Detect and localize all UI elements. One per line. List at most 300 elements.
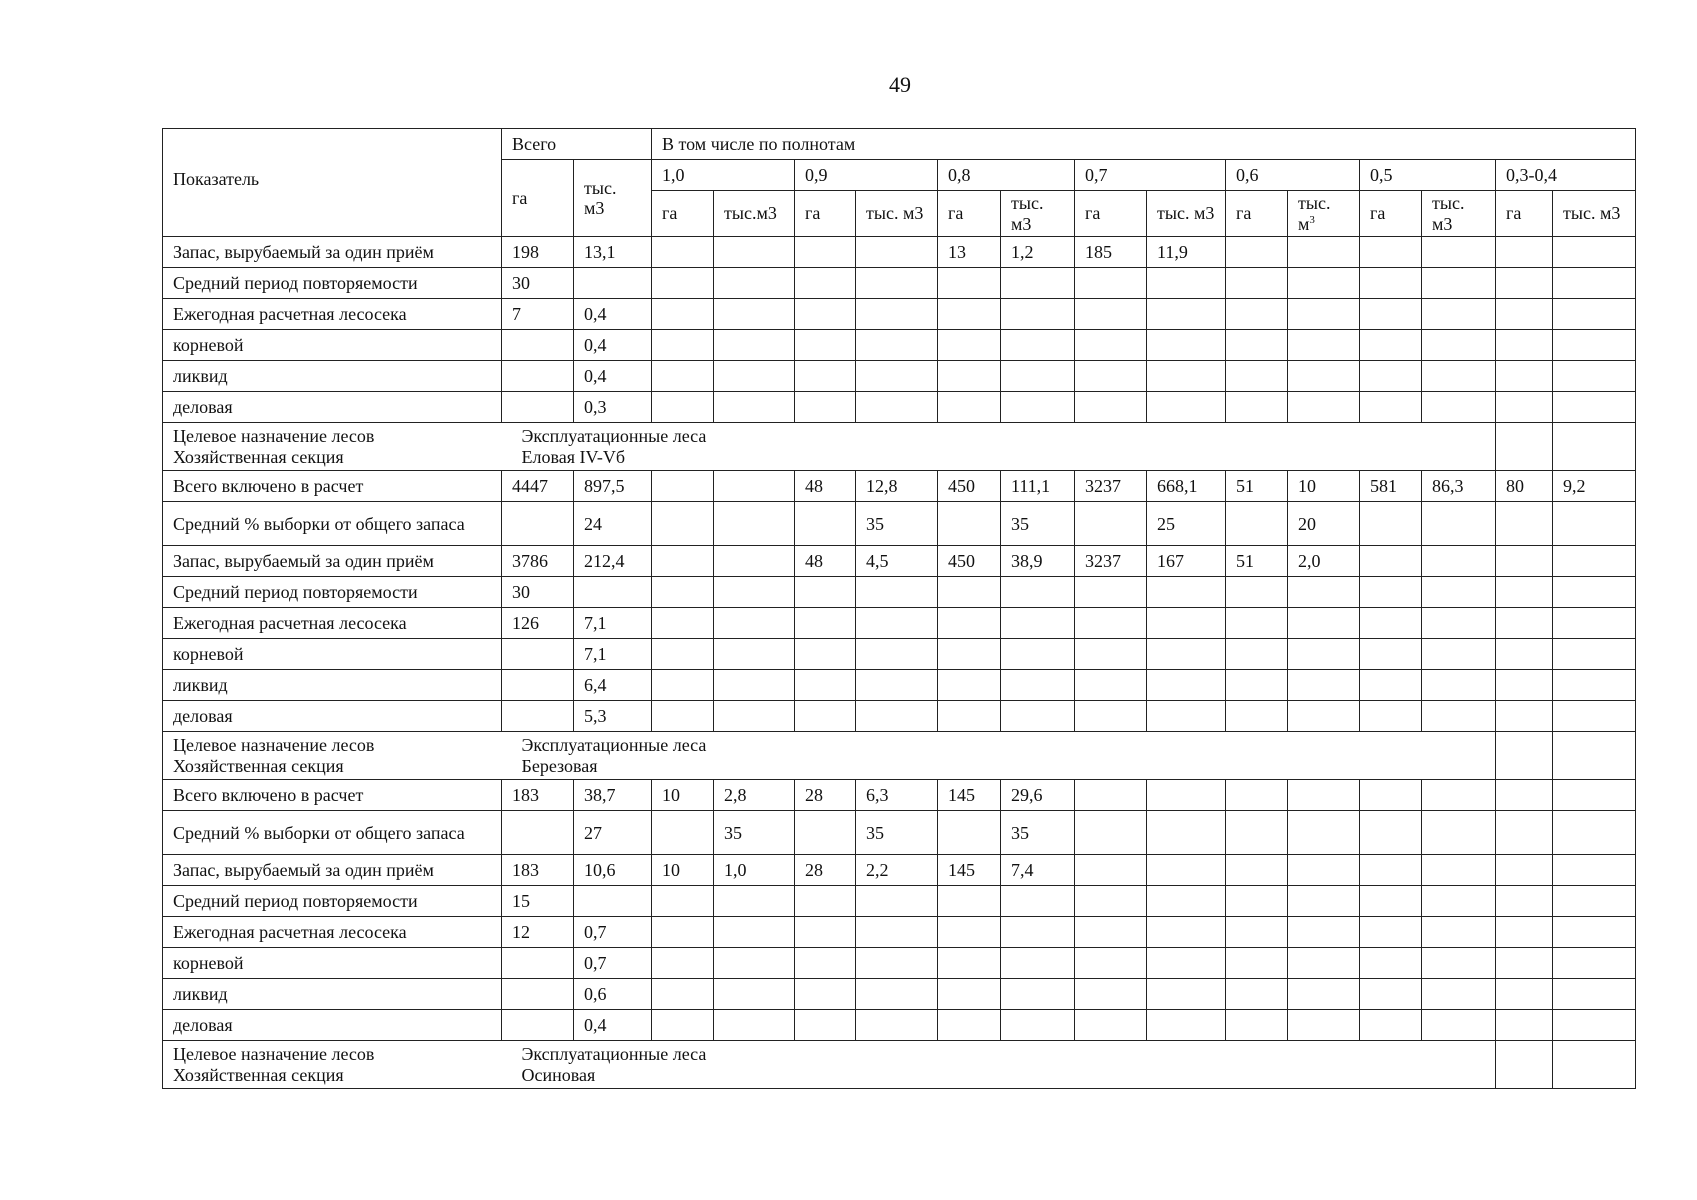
table-cell <box>1422 1010 1496 1041</box>
table-cell <box>1075 948 1147 979</box>
table-cell <box>1288 780 1360 811</box>
table-cell <box>795 237 856 268</box>
table-cell <box>1360 330 1422 361</box>
table-cell <box>856 330 938 361</box>
table-cell <box>502 979 574 1010</box>
table-cell <box>1001 1010 1075 1041</box>
table-cell <box>1360 670 1422 701</box>
table-cell <box>652 608 714 639</box>
row-label: деловая <box>163 701 502 732</box>
table-cell <box>856 1010 938 1041</box>
table-cell: 183 <box>502 780 574 811</box>
table-cell <box>714 330 795 361</box>
table-cell: 6,3 <box>856 780 938 811</box>
table-cell <box>1226 948 1288 979</box>
table-cell <box>714 886 795 917</box>
table-cell: 145 <box>938 780 1001 811</box>
table-cell <box>1075 299 1147 330</box>
table-cell <box>1496 948 1553 979</box>
table-cell <box>1226 392 1288 423</box>
table-cell: 185 <box>1075 237 1147 268</box>
table-cell <box>1422 780 1496 811</box>
table-cell <box>1360 502 1422 546</box>
table-cell <box>502 811 574 855</box>
table-cell <box>1553 948 1636 979</box>
header-density-5: 0,6 <box>1226 160 1360 191</box>
row-label: деловая <box>163 392 502 423</box>
table-cell <box>795 299 856 330</box>
header-ha: га <box>652 191 714 237</box>
table-cell <box>502 361 574 392</box>
header-thous-m3-sup <box>1288 191 1360 237</box>
table-cell <box>856 237 938 268</box>
header-ha: га <box>1226 191 1288 237</box>
table-cell <box>1001 299 1075 330</box>
table-cell <box>1496 392 1553 423</box>
table-row <box>163 268 1636 299</box>
table-cell: 12 <box>502 917 574 948</box>
table-cell <box>1553 361 1636 392</box>
table-cell <box>856 639 938 670</box>
header-density-6: 0,5 <box>1360 160 1496 191</box>
header-thous-m3-base: тыс. м <box>1298 193 1331 234</box>
table-cell <box>1553 701 1636 732</box>
table-cell <box>1075 917 1147 948</box>
table-cell <box>1360 948 1422 979</box>
table-cell <box>1075 577 1147 608</box>
table-cell <box>1075 502 1147 546</box>
allowable-cut-table <box>162 128 1636 1089</box>
row-label: Средний период повторяемости <box>163 268 502 299</box>
table-cell <box>714 701 795 732</box>
table-cell <box>1422 917 1496 948</box>
table-cell <box>938 392 1001 423</box>
table-cell <box>938 299 1001 330</box>
table-cell <box>1226 639 1288 670</box>
table-cell <box>502 639 574 670</box>
table-cell <box>938 917 1001 948</box>
header-density-2: 0,9 <box>795 160 938 191</box>
table-cell <box>1147 392 1226 423</box>
header-total-ha: га <box>502 160 574 237</box>
table-cell <box>1075 330 1147 361</box>
table-cell <box>574 886 652 917</box>
table-cell <box>714 268 795 299</box>
table-cell <box>1360 577 1422 608</box>
table-cell <box>1288 268 1360 299</box>
table-cell: 28 <box>795 780 856 811</box>
section-row <box>163 1041 1636 1089</box>
table-cell <box>1001 886 1075 917</box>
table-cell <box>1496 546 1553 577</box>
table-cell <box>652 299 714 330</box>
table-cell: 4,5 <box>856 546 938 577</box>
table-cell <box>1001 639 1075 670</box>
table-cell <box>1288 330 1360 361</box>
table-cell <box>502 701 574 732</box>
table-cell <box>1553 780 1636 811</box>
table-cell <box>714 361 795 392</box>
table-cell <box>1360 608 1422 639</box>
table-cell <box>1147 701 1226 732</box>
table-cell: 15 <box>502 886 574 917</box>
table-cell <box>1147 330 1226 361</box>
table-row <box>163 948 1636 979</box>
table-cell <box>938 330 1001 361</box>
table-cell <box>1553 546 1636 577</box>
table-cell: 27 <box>574 811 652 855</box>
table-cell <box>1496 361 1553 392</box>
table-row <box>163 299 1636 330</box>
table-cell <box>938 577 1001 608</box>
table-cell <box>1553 979 1636 1010</box>
table-cell <box>1496 577 1553 608</box>
table-cell <box>1496 268 1553 299</box>
table-cell: 0,6 <box>574 979 652 1010</box>
purpose-value: Эксплуатационные леса <box>521 735 707 756</box>
table-cell <box>1553 670 1636 701</box>
table-cell <box>1422 577 1496 608</box>
row-label: Ежегодная расчетная лесосека <box>163 299 502 330</box>
table-cell <box>1553 330 1636 361</box>
table-row <box>163 811 1636 855</box>
table-cell: 7 <box>502 299 574 330</box>
table-cell <box>1075 855 1147 886</box>
table-cell <box>1147 886 1226 917</box>
row-label: корневой <box>163 948 502 979</box>
table-cell: 25 <box>1147 502 1226 546</box>
table-cell <box>938 361 1001 392</box>
header-thous-m3: тыс. м3 <box>1422 191 1496 237</box>
table-cell <box>1147 855 1226 886</box>
table-cell <box>1553 811 1636 855</box>
header-density-4: 0,7 <box>1075 160 1226 191</box>
table-cell <box>856 979 938 1010</box>
table-cell <box>1075 701 1147 732</box>
table-cell <box>1496 701 1553 732</box>
table-cell <box>652 577 714 608</box>
page-number: 49 <box>889 72 911 97</box>
table-cell <box>795 361 856 392</box>
table-cell <box>1226 886 1288 917</box>
table-cell <box>1226 608 1288 639</box>
table-cell <box>1001 948 1075 979</box>
table-cell <box>1553 577 1636 608</box>
table-cell <box>795 639 856 670</box>
table-cell <box>1147 299 1226 330</box>
table-cell <box>1226 330 1288 361</box>
table-cell: 7,1 <box>574 639 652 670</box>
table-cell <box>1553 1041 1636 1089</box>
table-cell <box>1553 1010 1636 1041</box>
table-cell: 7,1 <box>574 608 652 639</box>
header-thous-m3: тыс. м3 <box>1553 191 1636 237</box>
table-cell <box>1422 811 1496 855</box>
table-cell <box>1496 237 1553 268</box>
section-label: Хозяйственная секция <box>173 1064 344 1085</box>
table-cell <box>652 237 714 268</box>
header-in-that: В том числе по полнотам <box>652 129 1636 160</box>
table-cell <box>1360 917 1422 948</box>
table-cell <box>1147 917 1226 948</box>
table-cell <box>1422 701 1496 732</box>
table-cell <box>1360 639 1422 670</box>
table-cell: 24 <box>574 502 652 546</box>
table-cell <box>1496 639 1553 670</box>
table-cell <box>1422 237 1496 268</box>
table-cell <box>652 639 714 670</box>
table-row <box>163 330 1636 361</box>
table-cell <box>938 979 1001 1010</box>
table-cell <box>502 392 574 423</box>
header-ha: га <box>795 191 856 237</box>
table-cell <box>856 670 938 701</box>
table-cell: 6,4 <box>574 670 652 701</box>
table-row <box>163 917 1636 948</box>
table-cell <box>652 330 714 361</box>
table-cell: 167 <box>1147 546 1226 577</box>
table-cell <box>1553 237 1636 268</box>
table-cell <box>1075 392 1147 423</box>
table-cell <box>1226 855 1288 886</box>
table-cell: 48 <box>795 471 856 502</box>
table-cell <box>1226 577 1288 608</box>
table-cell <box>1553 299 1636 330</box>
table-cell <box>795 1010 856 1041</box>
table-cell <box>1496 811 1553 855</box>
table-cell: 5,3 <box>574 701 652 732</box>
section-values <box>502 732 1496 780</box>
table-cell <box>1001 670 1075 701</box>
table-cell <box>1360 979 1422 1010</box>
table-cell <box>938 948 1001 979</box>
table-cell <box>856 886 938 917</box>
table-cell <box>1553 608 1636 639</box>
table-cell <box>502 1010 574 1041</box>
table-cell <box>1075 268 1147 299</box>
table-cell <box>795 886 856 917</box>
table-cell <box>1422 979 1496 1010</box>
table-cell: 2,0 <box>1288 546 1360 577</box>
table-cell <box>1226 1010 1288 1041</box>
table-cell <box>1496 732 1553 780</box>
table-cell <box>1001 392 1075 423</box>
header-density-7: 0,3-0,4 <box>1496 160 1636 191</box>
row-label: ликвид <box>163 361 502 392</box>
table-cell <box>1288 1010 1360 1041</box>
table-cell <box>1422 546 1496 577</box>
table-cell: 38,7 <box>574 780 652 811</box>
table-cell <box>1422 330 1496 361</box>
table-cell: 7,4 <box>1001 855 1075 886</box>
table-cell <box>1001 608 1075 639</box>
table-cell <box>938 701 1001 732</box>
table-cell <box>652 811 714 855</box>
table-cell <box>938 502 1001 546</box>
table-cell <box>1075 886 1147 917</box>
row-label: Запас, вырубаемый за один приём <box>163 855 502 886</box>
section-value: Еловая IV-Vб <box>521 446 625 467</box>
table-row <box>163 237 1636 268</box>
table-cell: 3237 <box>1075 471 1147 502</box>
table-cell: 4447 <box>502 471 574 502</box>
header-density-3: 0,8 <box>938 160 1075 191</box>
table-cell <box>1496 423 1553 471</box>
table-cell <box>1147 948 1226 979</box>
table-cell <box>1553 423 1636 471</box>
table-cell: 450 <box>938 546 1001 577</box>
table-cell: 30 <box>502 268 574 299</box>
table-row <box>163 471 1636 502</box>
table-cell <box>1147 361 1226 392</box>
table-cell <box>652 546 714 577</box>
table-cell: 668,1 <box>1147 471 1226 502</box>
table-cell <box>714 546 795 577</box>
table-cell <box>652 1010 714 1041</box>
table-cell <box>714 237 795 268</box>
table-cell <box>502 948 574 979</box>
table-cell <box>1288 392 1360 423</box>
section-values <box>502 1041 1496 1089</box>
table-cell <box>652 886 714 917</box>
table-cell <box>1360 855 1422 886</box>
table-cell: 38,9 <box>1001 546 1075 577</box>
purpose-value: Эксплуатационные леса <box>521 1044 707 1065</box>
section-labels <box>163 732 502 780</box>
table-row <box>163 979 1636 1010</box>
table-cell <box>652 670 714 701</box>
table-cell <box>1226 979 1288 1010</box>
table-cell <box>714 502 795 546</box>
table-cell <box>1075 780 1147 811</box>
table-cell <box>1147 670 1226 701</box>
table-cell <box>1288 577 1360 608</box>
row-label: Средний % выборки от общего запаса <box>163 811 502 855</box>
table-cell <box>1496 330 1553 361</box>
table-cell: 11,9 <box>1147 237 1226 268</box>
header-thous-m3: тыс. м3 <box>856 191 938 237</box>
table-cell <box>1075 670 1147 701</box>
table-cell <box>938 811 1001 855</box>
table-cell <box>714 670 795 701</box>
table-cell <box>1288 608 1360 639</box>
header-thous-m3-superscript: 3 <box>1309 213 1315 226</box>
table-cell <box>1422 608 1496 639</box>
table-cell <box>1422 361 1496 392</box>
table-cell <box>1147 608 1226 639</box>
table-cell <box>1288 639 1360 670</box>
table-cell <box>1496 917 1553 948</box>
table-cell <box>1360 268 1422 299</box>
header-total-thous-m3: тыс. м3 <box>574 160 652 237</box>
table-cell: 3786 <box>502 546 574 577</box>
table-cell <box>938 886 1001 917</box>
table-cell <box>502 670 574 701</box>
table-cell <box>1553 917 1636 948</box>
section-labels <box>163 423 502 471</box>
table-cell <box>1075 361 1147 392</box>
table-cell <box>1075 979 1147 1010</box>
table-cell: 20 <box>1288 502 1360 546</box>
header-row-1 <box>163 129 1636 160</box>
purpose-value: Эксплуатационные леса <box>521 426 707 447</box>
table-cell <box>1147 1010 1226 1041</box>
table-cell <box>1226 917 1288 948</box>
table-cell <box>1226 811 1288 855</box>
table-cell <box>1288 917 1360 948</box>
table-cell <box>1288 811 1360 855</box>
purpose-label: Целевое назначение лесов <box>173 735 375 756</box>
header-density-1: 1,0 <box>652 160 795 191</box>
table-cell <box>938 1010 1001 1041</box>
table-cell <box>1496 979 1553 1010</box>
table-cell <box>1288 979 1360 1010</box>
table-cell <box>1422 639 1496 670</box>
table-cell <box>1422 268 1496 299</box>
table-row <box>163 502 1636 546</box>
table-cell <box>1553 886 1636 917</box>
table-cell <box>1001 577 1075 608</box>
table-cell <box>1147 268 1226 299</box>
table-row <box>163 608 1636 639</box>
table-cell <box>714 1010 795 1041</box>
table-cell <box>938 670 1001 701</box>
table-cell <box>1288 855 1360 886</box>
header-ha: га <box>1496 191 1553 237</box>
table-cell <box>502 502 574 546</box>
table-cell: 1,0 <box>714 855 795 886</box>
table-cell: 126 <box>502 608 574 639</box>
table-cell: 86,3 <box>1422 471 1496 502</box>
table-cell <box>1001 361 1075 392</box>
table-cell <box>1226 237 1288 268</box>
table-row <box>163 546 1636 577</box>
header-thous-m3: тыс. м3 <box>1147 191 1226 237</box>
section-label: Хозяйственная секция <box>173 446 344 467</box>
section-row <box>163 732 1636 780</box>
table-row <box>163 392 1636 423</box>
row-label: Запас, вырубаемый за один приём <box>163 237 502 268</box>
table-cell <box>574 268 652 299</box>
table-cell: 10 <box>1288 471 1360 502</box>
table-cell: 0,7 <box>574 917 652 948</box>
table-cell <box>714 577 795 608</box>
table-cell: 35 <box>714 811 795 855</box>
table-cell <box>1496 1041 1553 1089</box>
table-cell <box>856 268 938 299</box>
table-cell <box>1553 855 1636 886</box>
table-cell <box>795 811 856 855</box>
table-cell <box>1001 701 1075 732</box>
table-cell <box>1360 546 1422 577</box>
table-cell <box>1360 237 1422 268</box>
table-cell <box>795 577 856 608</box>
table-cell: 0,4 <box>574 330 652 361</box>
section-values <box>502 423 1496 471</box>
row-label: Запас, вырубаемый за один приём <box>163 546 502 577</box>
header-ha: га <box>1075 191 1147 237</box>
table-cell <box>1288 886 1360 917</box>
table-cell <box>1360 361 1422 392</box>
table-cell <box>1360 811 1422 855</box>
table-row <box>163 639 1636 670</box>
row-label: корневой <box>163 639 502 670</box>
table-cell <box>1226 670 1288 701</box>
table-cell <box>652 701 714 732</box>
table-cell <box>1360 701 1422 732</box>
table-cell <box>1147 811 1226 855</box>
table-cell <box>714 639 795 670</box>
